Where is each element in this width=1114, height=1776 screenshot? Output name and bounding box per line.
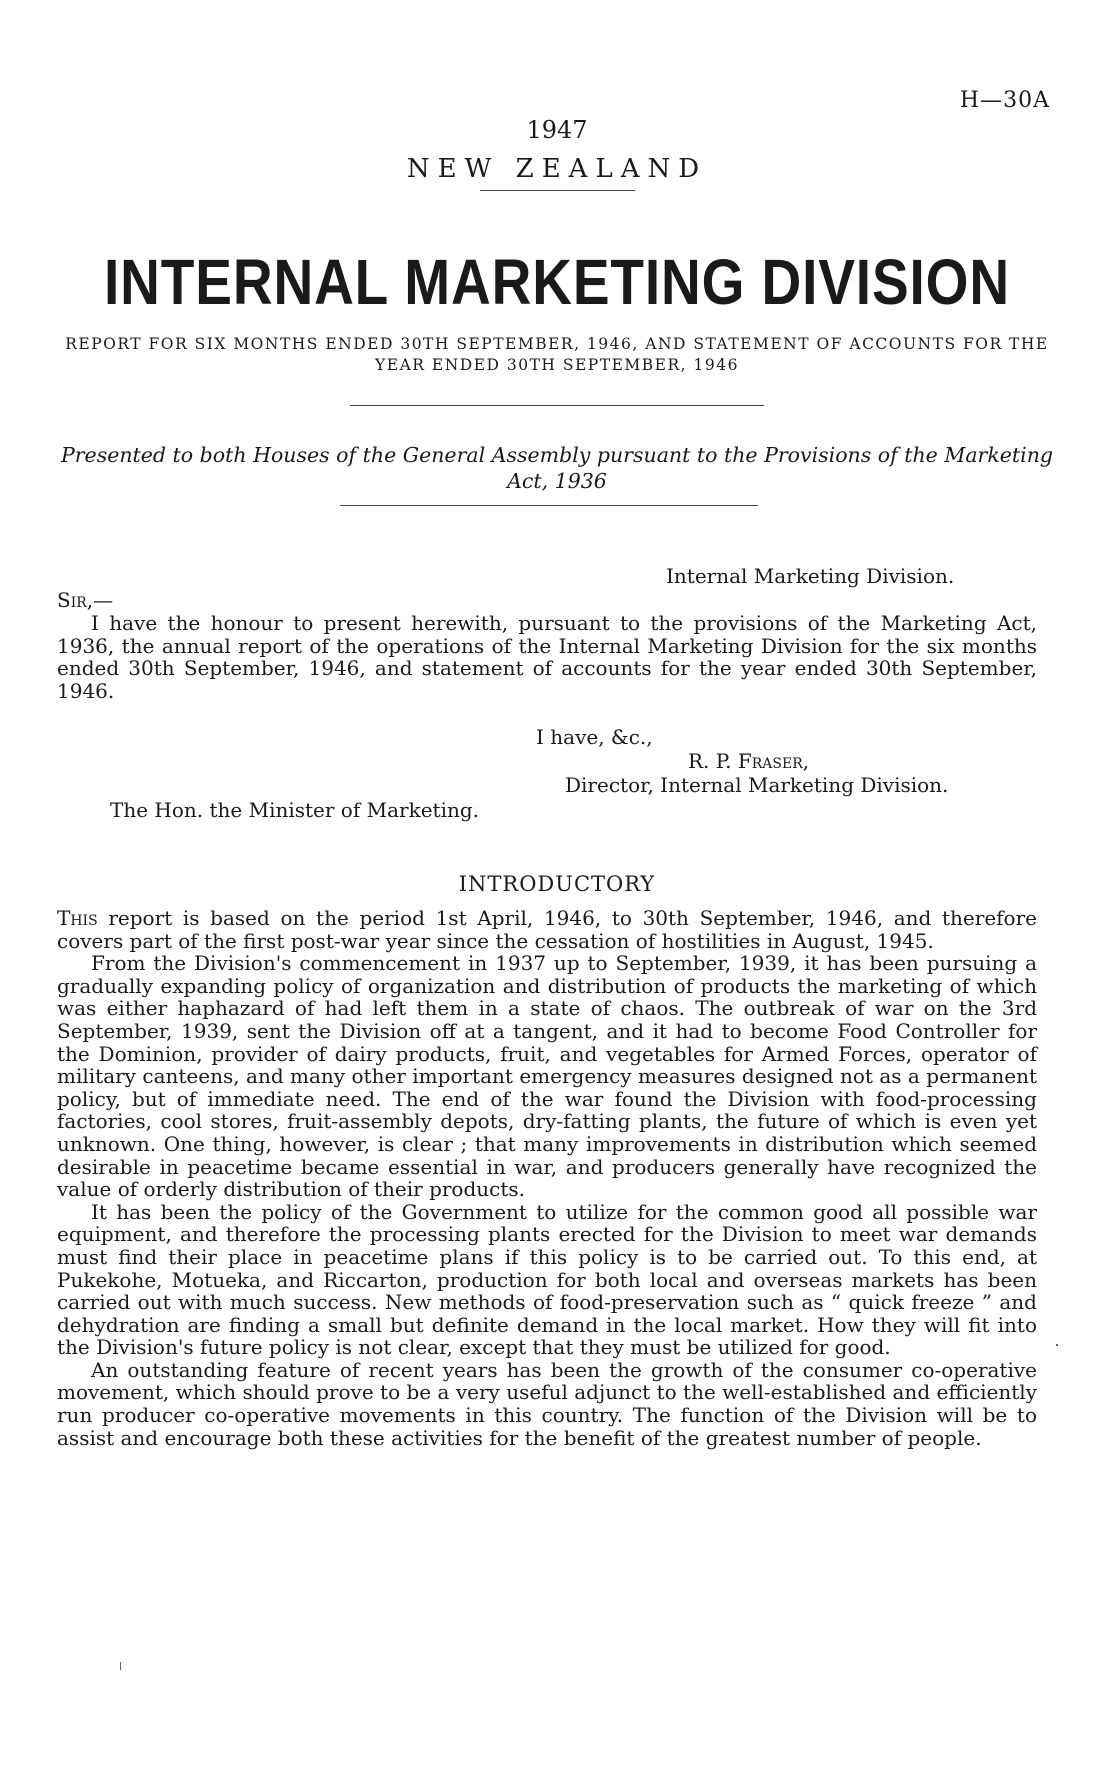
- divider-rule: [480, 190, 635, 191]
- letter-signatory: R. P. Fraser,: [688, 749, 810, 773]
- publication-year: 1947: [526, 116, 588, 144]
- letter-body: I have the honour to present herewith, pursuant to the provisions of the Marketing Act, 1936, the annual report of the operations of the Internal Marketing Division for the six months ended 30th September, 1946, and statement of accounts for the year ended 30th September, 1946.: [57, 611, 1037, 703]
- letter-salutation: Sir,—: [57, 588, 114, 612]
- paragraph-2: From the Division's commencement in 1937 up to September, 1939, it has been pursuing a gradually expanding policy of organization and distribution of products the marketing of which was either haphazard of had left them in a state of chaos. The outbreak of war on the 3rd September, 1939, sent the Division off at a tangent, and it had to become Food Controller for the Dominion, provider of dairy products, fruit, and vegetables for Armed Forces, operator of military canteens, and many other important emergency measures designed not as a permanent policy, but of immediate need. The end of the war found the Division with food-processing factories, cool stores, fruit-assembly depots, dry-fatting plants, the future of which is even yet unknown. One thing, however, is clear ; that many improvements in distribution which seemed desirable in peacetime became essential in war, and producers generally have recognized the value of orderly distribution of their products.: [57, 951, 1037, 1202]
- paragraph-1: [57, 907, 1037, 952]
- divider-rule: [340, 505, 758, 506]
- paragraph-4: An outstanding feature of recent years has been the growth of the consumer co-operative movement, which should prove to be a very useful adjunct to the well-established and efficiently run producer co-operative movements in this country. The function of the Division will be to assist and encourage both these activities for the benefit of the greatest number of people.: [57, 1357, 1037, 1450]
- divider-rule: [350, 405, 764, 406]
- report-title: INTERNAL MARKETING DIVISION: [104, 246, 1010, 318]
- letter-recipient: The Hon. the Minister of Marketing.: [110, 798, 480, 822]
- paragraph-text: report is based on the period 1st April, 1946, to 30th September, 1946, and therefore covers part of the first post-war year since the cessation of hostilities in August, 1945.: [57, 906, 1037, 953]
- paragraph-3: It has been the policy of the Government to utilize for the common good all possible war equipment, and therefore the processing plants erected for the Division to meet war demands must find their place in peacetime plans if this policy is to be carried out. To this end, at Pukekohe, Motueka, and Riccarton, production for both local and overseas markets has been carried out with much success. New methods of food-preservation such as “ quick freeze ” and dehydration are finding a small but definite demand in the local market. How they will fit into the Division's future policy is not clear, except that they must be utilized for good.: [57, 1199, 1037, 1360]
- section-heading: INTRODUCTORY: [458, 872, 656, 896]
- paper-reference: H—30A: [959, 88, 1050, 113]
- letter-address: Internal Marketing Division.: [666, 564, 955, 588]
- paragraph-lead: This: [57, 906, 98, 930]
- letter-signatory-title: Director, Internal Marketing Division.: [565, 773, 949, 797]
- presented-note: Presented to both Houses of the General Assembly pursuant to the Provisions of the Marketing Act, 1936: [60, 443, 1054, 493]
- letter-closing: I have, &c.,: [536, 725, 653, 749]
- margin-speck: [1056, 1344, 1058, 1346]
- country-heading: NEW ZEALAND: [406, 154, 708, 184]
- report-subtitle: REPORT FOR SIX MONTHS ENDED 30TH SEPTEMBER, 1946, AND STATEMENT OF ACCOUNTS FOR THE YEAR ENDED 30TH SEPTEMBER, 1946: [65, 335, 1049, 374]
- introductory-body: [57, 907, 1037, 1449]
- margin-speck: [120, 1662, 121, 1670]
